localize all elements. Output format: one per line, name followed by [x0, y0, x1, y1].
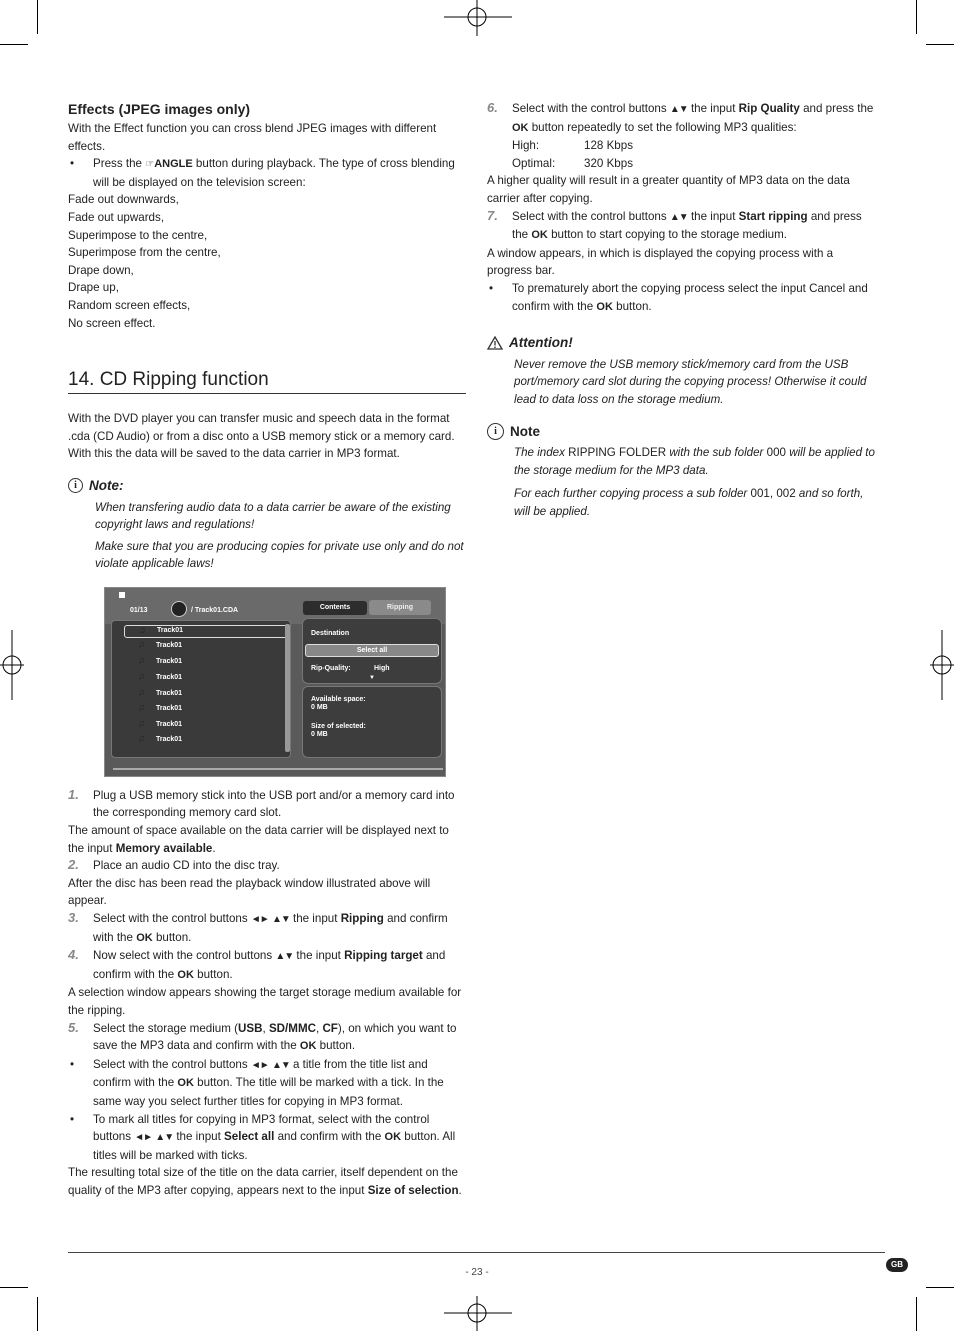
music-note-icon: ♫ — [139, 624, 146, 635]
step-5-info: The resulting total size of the title on the data carrier, itself dependent on the quality of the MP3 after copying, appears next to the input Size of selection. — [68, 1166, 462, 1197]
chevron-down-icon[interactable]: ▼ — [369, 674, 375, 681]
step-5-bullet-1: • Select with the control buttons ◄► ▲▼ a title from the title list and confirm with the OK button. The title will be marked with a tick. In the same way you select further titles for copying in MP3 format. — [68, 1056, 466, 1111]
ok-key: OK — [177, 1077, 194, 1090]
ripping-screen — [104, 587, 446, 777]
list-item[interactable]: ♫ Track01 — [138, 717, 183, 728]
music-note-icon: ♫ — [138, 638, 145, 649]
list-item: Drape up, — [68, 281, 119, 295]
step-2: 2. Place an audio CD into the disc tray. — [68, 857, 280, 873]
step-4: 4. Now select with the control buttons ▲▼ the input Ripping target and confirm with the OK button. — [68, 947, 446, 981]
up-down-arrows-icon: ▲▼ — [155, 1132, 174, 1144]
list-item: Superimpose to the centre, — [68, 228, 208, 242]
list-item[interactable]: ♫ Track01 — [124, 625, 288, 638]
crop-mark — [916, 0, 917, 34]
track-counter: 01/13 — [130, 606, 148, 614]
list-item: Drape down, — [68, 263, 134, 277]
effects-heading: Effects (JPEG images only) — [68, 101, 251, 117]
list-item: No screen effect. — [68, 316, 156, 330]
music-note-icon: ♫ — [138, 717, 145, 728]
step-6: 6. Select with the control buttons ▲▼ the input Rip Quality and press the OK button repeatedly to set the following MP3 qualities: — [487, 100, 874, 134]
registration-mark-icon — [444, 0, 512, 36]
list-item[interactable]: ♫ Track01 — [138, 701, 183, 712]
angle-key: ANGLE — [154, 158, 193, 171]
step-1: 1. Plug a USB memory stick into the USB port and/or a memory card into the corresponding memory card slot. — [68, 786, 455, 820]
step-5-bullet-2: • To mark all titles for copying in MP3 format, select with the control buttons ◄► ▲▼ the input Select all and confirm with the OK button. All titles will be marked with ticks. — [68, 1111, 466, 1165]
info-panel: Available space: 0 MB Size of selected: 0 MB — [302, 686, 442, 758]
ok-key: OK — [299, 1040, 317, 1053]
registration-mark-icon — [444, 1296, 512, 1331]
music-note-icon: ♫ — [138, 732, 145, 743]
left-right-arrows-icon: ◄► — [250, 914, 269, 926]
crop-mark — [926, 44, 954, 45]
music-note-icon: ♫ — [138, 701, 145, 712]
ok-key: OK — [384, 1131, 402, 1144]
step-7-bullet: • To prematurely abort the copying process select the input Cancel and confirm with the OK button. — [487, 280, 880, 316]
tab-ripping[interactable]: Ripping — [369, 600, 431, 615]
up-down-arrows-icon: ▲▼ — [271, 914, 290, 926]
list-item[interactable]: ♫ Track01 — [138, 686, 183, 697]
quality-table — [487, 137, 880, 172]
registration-mark-icon — [0, 630, 24, 700]
list-item[interactable]: ♫ Track01 — [138, 654, 183, 665]
footer-rule — [68, 1252, 885, 1253]
track-list — [111, 620, 291, 758]
crop-mark — [926, 1287, 954, 1288]
up-down-arrows-icon: ▲▼ — [275, 951, 294, 963]
note-heading: i Note — [487, 423, 880, 441]
file-name: / Track01.CDA — [191, 606, 239, 614]
registration-mark-icon — [930, 630, 954, 700]
step-7: 7. Select with the control buttons ▲▼ the input Start ripping and press the OK button to start copying to the storage medium. — [487, 207, 862, 242]
up-down-arrows-icon: ▲▼ — [669, 104, 688, 115]
crop-mark — [916, 1297, 917, 1331]
language-badge: GB — [886, 1258, 908, 1272]
step-1-info: The amount of space available on the data carrier will be displayed next to the input Memory available. — [68, 824, 449, 855]
note-text: The index RIPPING FOLDER with the sub folder 000 will be applied to the storage medium for the MP3 data. For each further copying process a sub folder 001, 002 and so forth, will be applied. — [514, 446, 875, 518]
up-down-arrows-icon: ▲▼ — [271, 1059, 290, 1071]
ok-key: OK — [531, 229, 548, 242]
right-column — [487, 100, 880, 520]
info-icon: i — [487, 423, 504, 440]
ok-key: OK — [136, 931, 153, 944]
attention-text: Never remove the USB memory stick/memory card from the USB port/memory card slot during the copying process! Otherwise it could lead to data loss on the storage medium. — [514, 357, 867, 406]
step-4-info: A selection window appears showing the target storage medium available for the ripping. — [68, 986, 462, 1017]
table-row: Optimal: 320 Kbps — [512, 156, 633, 170]
music-note-icon: ♫ — [138, 686, 145, 697]
ok-key: OK — [512, 121, 529, 134]
section-title: 14. CD Ripping function — [68, 369, 466, 394]
attention-heading: Attention! — [487, 334, 880, 352]
ok-key: OK — [596, 300, 613, 313]
list-item[interactable]: ♫ Track01 — [138, 732, 183, 743]
list-item[interactable]: ♫ Track01 — [138, 638, 183, 649]
page-number: - 23 - — [465, 1267, 489, 1278]
section-intro: With the DVD player you can transfer music and speech data in the format .cda (CD Audio) or from a disc onto a USB memory stick or a memory card. With this the data will be saved to the data carrier in MP3 format. — [68, 412, 455, 461]
destination-panel: Destination Select all Rip-Quality: High ▼ — [302, 618, 442, 684]
list-item: Superimpose from the centre, — [68, 246, 221, 260]
info-icon: i — [68, 478, 83, 493]
note-heading: i Note: — [68, 477, 466, 495]
effects-list — [68, 191, 466, 332]
step-2-info: After the disc has been read the playback window illustrated above will appear. — [68, 876, 431, 908]
stop-icon — [119, 592, 125, 598]
left-column — [68, 100, 466, 1200]
tab-contents[interactable]: Contents — [303, 601, 367, 615]
select-all-button[interactable]: Select all — [305, 644, 439, 657]
warning-icon — [487, 336, 503, 350]
up-down-arrows-icon: ▲▼ — [669, 211, 688, 223]
step-7-info: A window appears, in which is displayed the copying process with a progress bar. — [487, 246, 834, 278]
disc-icon — [171, 601, 187, 617]
note-text: When transfering audio data to a data carrier be aware of the existing copyright laws and regulations! Make sure that you are producing copies for private use only and do not violate applicable laws! — [95, 500, 464, 571]
crop-mark — [37, 0, 38, 34]
effects-bullet: • Press the ☞ANGLE button during playback. The type of cross blending will be displayed on the television screen: — [68, 155, 466, 191]
step-3: 3. Select with the control buttons ◄► ▲▼ the input Ripping and confirm with the OK button. — [68, 910, 448, 944]
list-item: Random screen effects, — [68, 298, 191, 312]
angle-icon: ☞ — [145, 159, 155, 171]
list-item: Fade out upwards, — [68, 210, 165, 224]
crop-mark — [0, 1287, 28, 1288]
list-item: Fade out downwards, — [68, 193, 179, 207]
left-right-arrows-icon: ◄► — [134, 1132, 153, 1144]
step-6-info: A higher quality will result in a greater quantity of MP3 data on the data carrier after copying. — [487, 174, 850, 205]
table-row: High: 128 Kbps — [512, 139, 633, 153]
ok-key: OK — [177, 968, 194, 981]
scrollbar[interactable] — [285, 624, 290, 752]
crop-mark — [37, 1297, 38, 1331]
list-item[interactable]: ♫ Track01 — [138, 670, 183, 681]
crop-mark — [0, 44, 28, 45]
music-note-icon: ♫ — [138, 654, 145, 665]
step-5: 5. Select the storage medium (USB, SD/MMC, CF), on which you want to save the MP3 data and confirm with the OK button. — [68, 1019, 457, 1053]
music-note-icon: ♫ — [138, 670, 145, 681]
left-right-arrows-icon: ◄► — [250, 1059, 269, 1071]
rip-quality-value[interactable]: High — [374, 664, 390, 672]
effects-intro: With the Effect function you can cross blend JPEG images with different effects. — [68, 122, 437, 153]
